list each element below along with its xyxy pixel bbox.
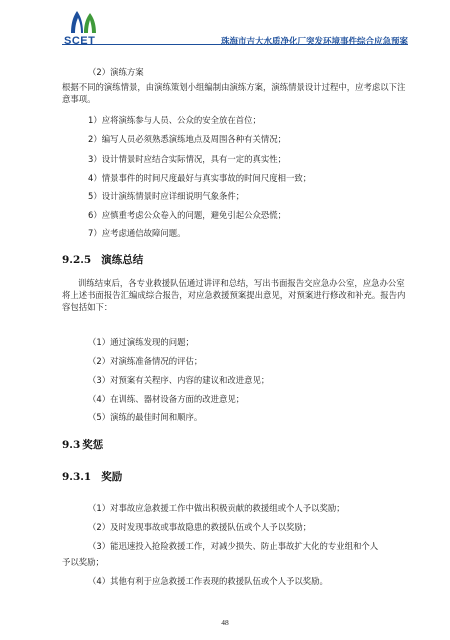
list-item-continuation: 予以奖励；	[62, 557, 104, 567]
list-item: 3）设计情景时应结合实际情况，具有一定的真实性；	[88, 154, 286, 164]
list-item: 6）应慎重考虑公众卷入的问题，避免引起公众恐慌；	[88, 210, 286, 220]
list-item: （3）能迅速投入抢险救援工作，对减少损失、防止事故扩大化的专业组和个人	[88, 541, 379, 551]
section-heading-9-2-5	[62, 252, 143, 267]
section-title: 演练总结	[101, 254, 144, 266]
logo-text: SCET	[64, 35, 96, 47]
list-item: （5）演练的最佳时间和顺序。	[88, 412, 203, 422]
page-number: 48	[221, 618, 229, 627]
list-item: 1）应将演练参与人员、公众的安全放在首位；	[88, 115, 261, 125]
section-title: 奖惩	[82, 439, 104, 451]
list-item: 5）设计演练情景时应详细说明气象条件；	[88, 191, 245, 201]
list-item: （4）其他有利于应急救援工作表现的救援队伍或个人予以奖励。	[88, 576, 328, 586]
section-heading-9-3-1	[62, 469, 122, 484]
list-item: （1）通过演练发现的问题；	[88, 337, 194, 347]
section-heading-9-3	[62, 437, 103, 452]
header-divider	[62, 44, 408, 45]
list-item: （4）在训练、器材设备方面的改进意见；	[88, 394, 245, 404]
section-number: 9.3	[62, 439, 81, 451]
list-item: （3）对预案有关程序、内容的建议和改进意见；	[88, 375, 270, 385]
section-number: 9.3.1	[62, 471, 92, 483]
drill-plan-intro: 根据不同的演练情景，由演练策划小组编制由演练方案，演练情景设计过程中，应考虑以下注意事项。	[62, 82, 406, 104]
summary-intro: 训练结束后，各专业救援队伍通过讲评和总结，写出书面报告交应急办公室，应急办公室将上述书面报告汇编成综合报告，对应急救援预案提出意见，对预案进行修改和补充。报告内容包括如下：	[62, 278, 406, 312]
subheading-drill-plan: （2）演练方案	[88, 67, 144, 77]
list-item: 2）编写人员必须熟悉演练地点及周围各种有关情况；	[88, 134, 286, 144]
list-item: （2）对演练准备情况的评估；	[88, 356, 203, 366]
list-item: （1）对事故应急救援工作中做出积极贡献的救援组或个人予以奖励；	[88, 503, 345, 513]
list-item: 4）情景事件的时间尺度最好与真实事故的时间尺度相一致；	[88, 173, 312, 183]
header-title: 珠海市吉大水质净化厂突发环境事件综合应急预案	[220, 37, 408, 47]
company-logo	[62, 8, 112, 48]
page-header	[62, 8, 408, 48]
section-title: 奖励	[101, 471, 123, 483]
list-item: 7）应考虑通信故障问题。	[88, 228, 186, 238]
logo-mark-icon	[62, 8, 112, 36]
list-item: （2）及时发现事故或事故隐患的救援队伍或个人予以奖励；	[88, 522, 312, 532]
section-number: 9.2.5	[62, 254, 92, 266]
